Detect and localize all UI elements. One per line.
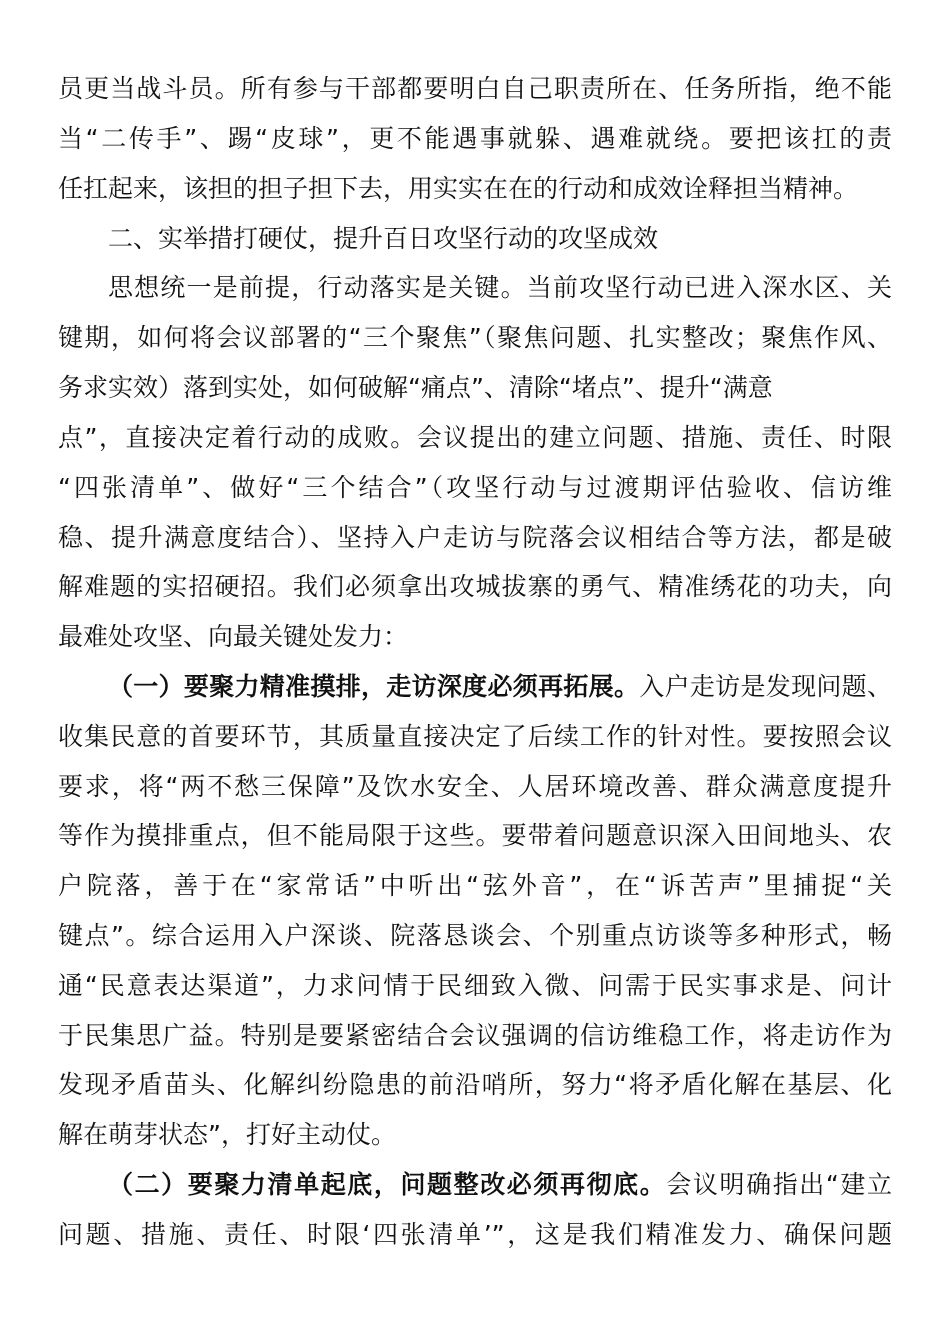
section-heading: 二、实举措打硬仗，提升百日攻坚行动的攻坚成效 <box>108 224 659 253</box>
paragraph-3-line-2: 收集民意的首要环节，其质量直接决定了后续工作的针对性。要按照会议 <box>58 722 892 751</box>
paragraph-3-line-1 <box>108 667 892 707</box>
paragraph-3-line-1-rest: 入户走访是发现问题、 <box>639 672 892 701</box>
paragraph-2-line-4: 点”，直接决定着行动的成败。会议提出的建立问题、措施、责任、时限 <box>58 423 892 452</box>
paragraph-3-line-9: 发现矛盾苗头、化解纠纷隐患的前沿哨所，努力“将矛盾化解在基层、化 <box>58 1070 892 1099</box>
paragraph-3-line-4: 等作为摸排重点，但不能局限于这些。要带着问题意识深入田间地头、农 <box>58 821 892 850</box>
paragraph-2-line-7: 解难题的实招硬招。我们必须拿出攻城拔寨的勇气、精准绣花的功夫，向 <box>58 572 892 601</box>
paragraph-3-line-6: 键点”。综合运用入户深谈、院落恳谈会、个别重点访谈等多种形式，畅 <box>58 921 892 950</box>
paragraph-1-line-2: 当“二传手”、踢“皮球”，更不能遇事就躲、遇难就绕。要把该扛的责 <box>58 124 892 153</box>
paragraph-4-line-1-rest: 会议明确指出“建立 <box>666 1170 892 1199</box>
paragraph-3-line-10: 解在萌芽状态”，打好主动仗。 <box>58 1120 396 1149</box>
paragraph-2-line-5: “四张清单”、做好“三个结合”（攻坚行动与过渡期评估验收、信访维 <box>58 473 892 502</box>
paragraph-2-line-6: 稳、提升满意度结合）、坚持入户走访与院落会议相结合等方法，都是破 <box>58 523 892 552</box>
paragraph-3-line-3: 要求，将“两不愁三保障”及饮水安全、人居环境改善、群众满意度提升 <box>58 772 892 801</box>
paragraph-1-line-3: 任扛起来，该担的担子担下去，用实实在在的行动和成效诠释担当精神。 <box>58 174 859 203</box>
paragraph-2-line-2: 键期，如何将会议部署的“三个聚焦”（聚焦问题、扎实整改；聚焦作风、 <box>58 323 892 352</box>
paragraph-3-line-8: 于民集思广益。特别是要紧密结合会议强调的信访维稳工作，将走访作为 <box>58 1021 892 1050</box>
paragraph-2-line-1: 思想统一是前提，行动落实是关键。当前攻坚行动已进入深水区、关 <box>108 273 892 302</box>
paragraph-3-line-5: 户院落，善于在“家常话”中听出“弦外音”，在“诉苦声”里捕捉“关 <box>58 871 892 900</box>
paragraph-2-line-8: 最难处攻坚、向最关键处发力： <box>58 622 409 651</box>
paragraph-2-line-3: 务求实效）落到实处，如何破解“痛点”、清除“堵点”、提升“满意 <box>58 373 773 402</box>
paragraph-4-line-1 <box>108 1165 892 1205</box>
paragraph-4-bold-lead: （二）要聚力清单起底，问题整改必须再彻底。 <box>108 1170 667 1199</box>
paragraph-1-line-1: 员更当战斗员。所有参与干部都要明白自己职责所在、任务所指，绝不能 <box>58 74 892 103</box>
paragraph-3-bold-lead: （一）要聚力精准摸排，走访深度必须再拓展。 <box>108 672 640 701</box>
paragraph-3-line-7: 通“民意表达渠道”，力求问情于民细致入微、问需于民实事求是、问计 <box>58 971 892 1000</box>
paragraph-4-line-2: 问题、措施、责任、时限‘四张清单’”，这是我们精准发力、确保问题 <box>58 1220 892 1249</box>
